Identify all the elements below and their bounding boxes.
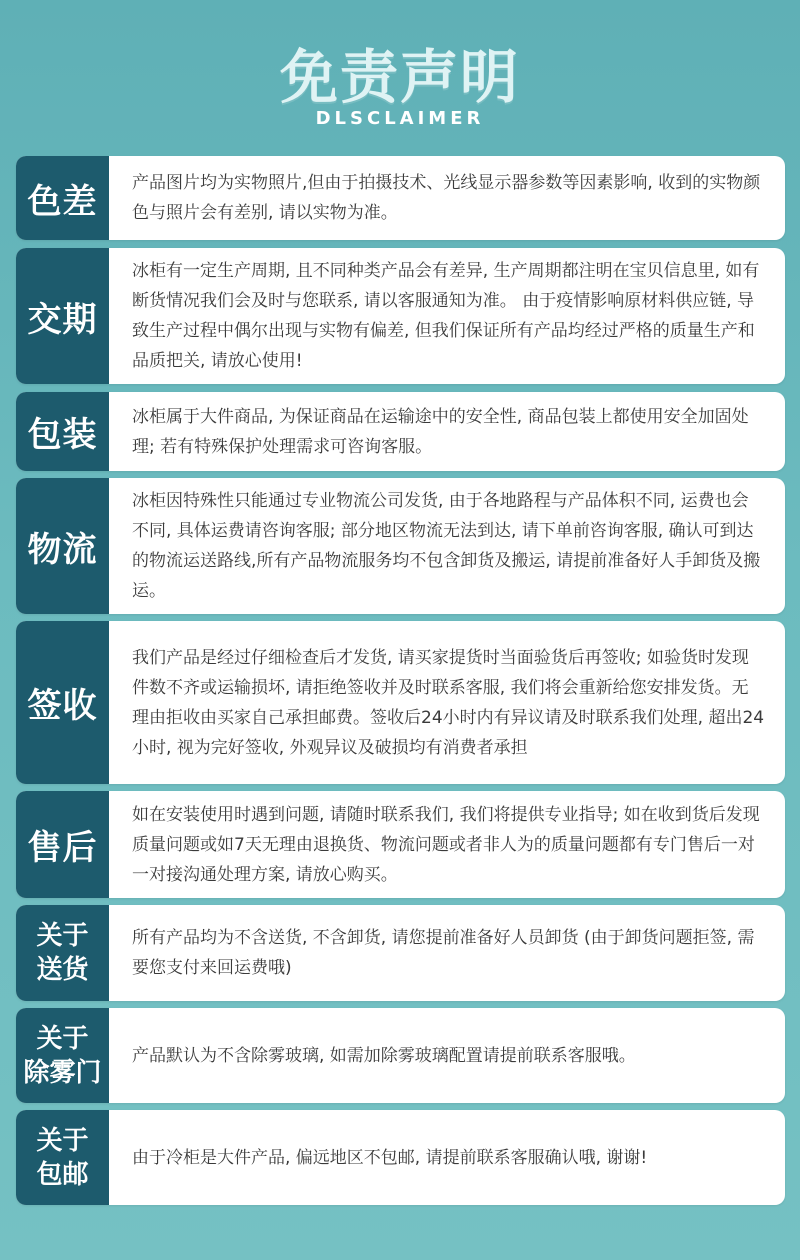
page-title: 免责声明 (279, 43, 520, 111)
card-text: 产品图片均为实物照片,但由于拍摄技术、光线显示器参数等因素影响, 收到的实物颜色与照片会有差别, 请以实物为准。 (132, 173, 761, 223)
card-label: 签收 (16, 621, 109, 784)
disclaimer-card-shipping (16, 905, 785, 1001)
card-label-line: 关于 (36, 1023, 89, 1054)
header (0, 0, 800, 150)
card-label-line: 关于 (36, 921, 89, 951)
card-text: 冰柜有一定生产周期, 且不同种类产品会有差异, 生产周期都注明在宝贝信息里, 如有断货情况我们会及时与您联系, 请以客服通知为准。 由于疫情影响原材料供应链, 导致生产过程中偶尔出现与实物有偏差, 但我们保证所有产品均经过严格的质量生产和品质把关, 请放心使用! (132, 261, 760, 371)
disclaimer-card-after-sales (16, 791, 785, 898)
card-label (16, 905, 109, 1001)
disclaimer-card-delivery-time (16, 248, 785, 384)
card-label: 包装 (16, 392, 109, 471)
card-text: 由于冷柜是大件产品, 偏远地区不包邮, 请提前联系客服确认哦, 谢谢! (132, 1147, 648, 1168)
card-text: 冰柜因特殊性只能通过专业物流公司发货, 由于各地路程与产品体积不同, 运费也会不同, 具体运费请咨询客服; 部分地区物流无法到达, 请下单前咨询客服, 确认可到达的物流运送路线,所有产品物流服务均不包含卸货及搬运, 请提前准备好人手卸货及搬运。 (132, 491, 761, 601)
card-label (16, 1110, 109, 1205)
card-label-line: 关于 (36, 1125, 89, 1156)
card-label-line: 包邮 (36, 1159, 89, 1190)
card-text: 冰柜属于大件商品, 为保证商品在运输途中的安全性, 商品包装上都使用安全加固处理; 若有特殊保护处理需求可咨询客服。 (132, 406, 749, 457)
card-label: 色差 (16, 156, 109, 240)
card-label: 物流 (16, 478, 109, 614)
card-text: 我们产品是经过仔细检查后才发货, 请买家提货时当面验货后再签收; 如验货时发现件数不齐或运输损坏, 请拒绝签收并及时联系客服, 我们将会重新给您安排发货。无理由拒收由买家自己承担邮费。签收后24小时内有异议请及时联系我们处理, 超出24小时, 视为完好签收, 外观异议及破损均有消费者承担 (132, 647, 765, 758)
disclaimer-card-receipt (16, 621, 785, 784)
card-label-line: 送货 (36, 955, 89, 985)
disclaimer-card-logistics (16, 478, 785, 614)
card-text: 所有产品均为不含送货, 不含卸货, 请您提前准备好人员卸货 (由于卸货问题拒签, 需要您支付来回运费哦) (132, 928, 755, 978)
disclaimer-card-free-shipping (16, 1110, 785, 1205)
card-text: 如在安装使用时遇到问题, 请随时联系我们, 我们将提供专业指导; 如在收到货后发现质量问题或如7天无理由退换货、物流问题或者非人为的质量问题都有专门售后一对一对接沟通处理方案, 请放心购买。 (132, 804, 760, 885)
card-text: 产品默认为不含除雾玻璃, 如需加除雾玻璃配置请提前联系客服哦。 (132, 1045, 636, 1066)
card-label (16, 1008, 109, 1103)
disclaimer-card-defog-door (16, 1008, 785, 1103)
disclaimer-card-packaging (16, 392, 785, 471)
disclaimer-card-color-difference (16, 156, 785, 240)
page-subtitle: DLSCLAIMER (315, 108, 485, 129)
card-label-line: 除雾门 (23, 1057, 102, 1088)
card-label: 交期 (16, 248, 109, 384)
card-label: 售后 (16, 791, 109, 898)
